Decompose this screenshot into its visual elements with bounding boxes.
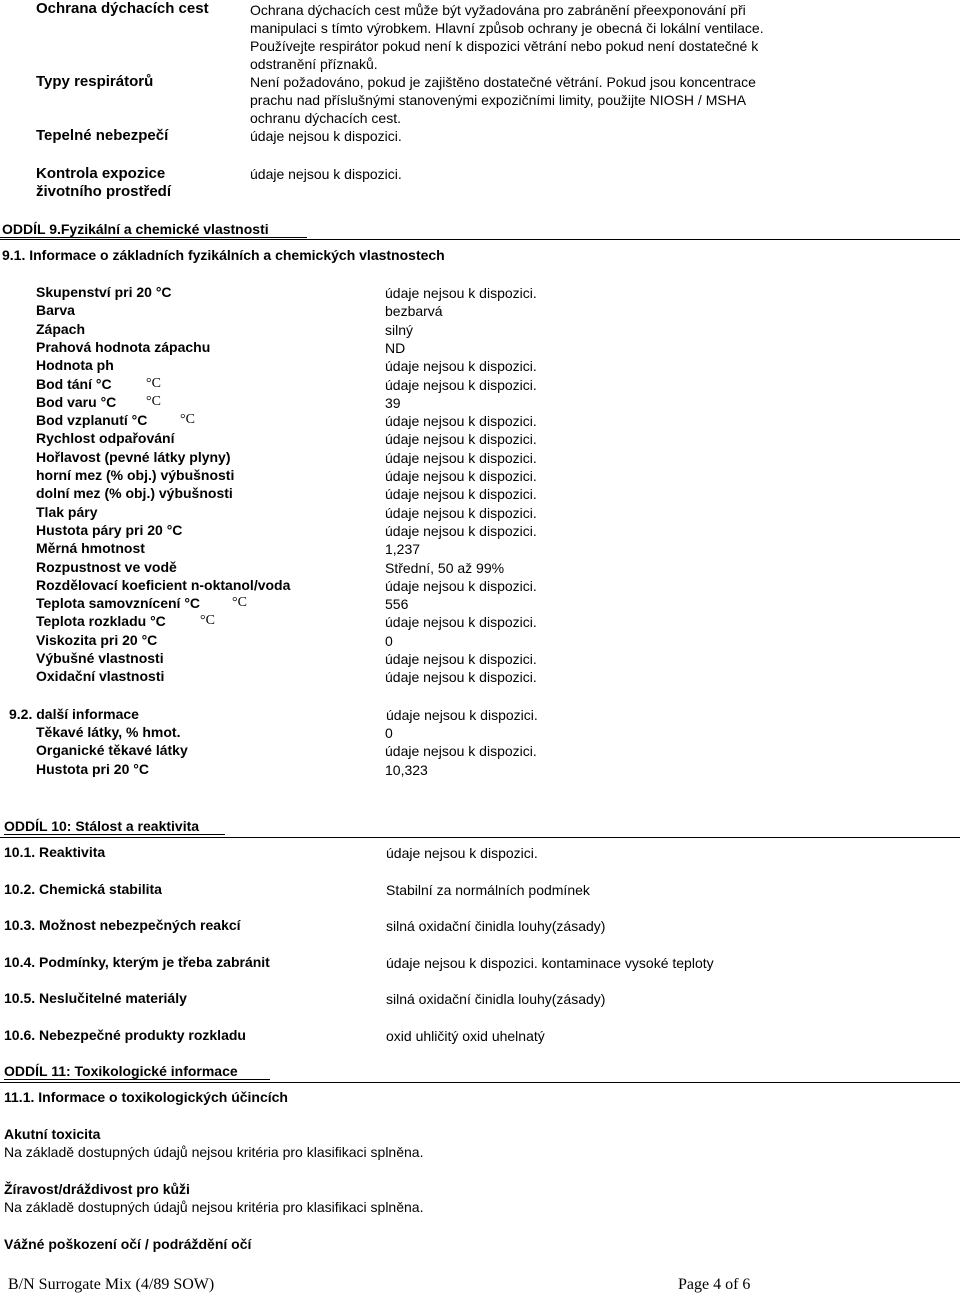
tox-title-eye: Vážné poškození očí / podráždění očí	[4, 1236, 252, 1252]
section11-heading: ODDÍL 11: Toxikologické informace	[4, 1063, 238, 1079]
section9-heading: ODDÍL 9.Fyzikální a chemické vlastnosti	[2, 221, 269, 237]
footer-page-number: Page 4 of 6	[678, 1276, 751, 1293]
property-label: Rozdělovací koeficient n-oktanol/voda	[36, 576, 291, 593]
reactivity-value: údaje nejsou k dispozici.	[386, 845, 538, 861]
property-label: Zápach	[36, 320, 86, 337]
property-label: horní mez (% obj.) výbušnosti	[36, 467, 235, 483]
section9-underline	[0, 237, 307, 238]
footer-document-name: B/N Surrogate Mix (4/89 SOW)	[8, 1276, 215, 1293]
tox-title-skin: Žíravost/dráždivost pro kůži	[4, 1181, 190, 1197]
tox-text-skin: Na základě dostupných údajů nejsou kritéria pro klasifikaci splněna.	[4, 1199, 424, 1215]
property-unit: °C	[232, 595, 247, 611]
property-value: údaje nejsou k dispozici.	[385, 486, 537, 503]
property-value: údaje nejsou k dispozici.	[385, 431, 537, 448]
property-value: údaje nejsou k dispozici.	[385, 413, 537, 430]
property-value: údaje nejsou k dispozici.	[385, 449, 537, 466]
reactivity-label: 10.3. Možnost nebezpečných reakcí	[4, 917, 241, 934]
property-value: ND	[385, 339, 406, 356]
property-value: 1,237	[385, 541, 421, 558]
property-value: údaje nejsou k dispozici.	[385, 651, 537, 667]
reactivity-label: 10.1. Reaktivita	[4, 844, 106, 860]
property-unit: °C	[200, 613, 215, 629]
text-line: ochranu dýchacích cest.	[250, 110, 401, 126]
tox-text-acute: Na základě dostupných údajů nejsou kritéria pro klasifikaci splněna.	[4, 1144, 424, 1160]
reactivity-value: Stabilní za normálních podmínek	[386, 881, 590, 898]
property-label: Rozpustnost ve vodě	[36, 558, 177, 575]
section9-divider	[0, 239, 960, 240]
reactivity-label: 10.4. Podmínky, kterým je třeba zabránit	[4, 953, 270, 970]
property-value: Střední, 50 až 99%	[385, 559, 505, 576]
property-label: Teplota samovznícení °C	[36, 595, 201, 612]
reactivity-label: 10.6. Nebezpečné produkty rozkladu	[4, 1027, 246, 1043]
property-label: Prahová hodnota zápachu	[36, 338, 211, 355]
property-label: Hořlavost (pevné látky plyny)	[36, 448, 231, 465]
property-value: údaje nejsou k dispozici.	[385, 376, 537, 393]
other-value: 10,323	[385, 761, 428, 778]
property-value: silný	[385, 321, 414, 338]
reactivity-label: 10.2. Chemická stabilita	[4, 880, 162, 897]
text-thermal-hazard: údaje nejsou k dispozici.	[250, 128, 402, 144]
reactivity-label: 10.5. Neslučitelné materiály	[4, 990, 187, 1007]
property-label: Měrná hmotnost	[36, 540, 145, 557]
property-label: Viskozita pri 20 °C	[36, 631, 158, 648]
text-respiratory-protection	[250, 1, 764, 73]
other-value: údaje nejsou k dispozici.	[385, 743, 537, 760]
property-value: údaje nejsou k dispozici.	[385, 614, 537, 631]
text-line: odstranění příznaků.	[250, 56, 378, 72]
property-label: Skupenství pri 20 °C	[36, 284, 172, 300]
tox-title-acute: Akutní toxicita	[4, 1126, 101, 1142]
text-respirator-types	[250, 73, 756, 127]
label-env-exposure	[36, 165, 171, 201]
property-label: dolní mez (% obj.) výbušnosti	[36, 485, 233, 502]
property-label: Rychlost odpařování	[36, 430, 175, 447]
property-value: údaje nejsou k dispozici.	[385, 285, 537, 301]
property-value: 0	[385, 632, 393, 649]
section11-divider	[0, 1082, 960, 1083]
other-label: Organické těkavé látky	[36, 742, 188, 759]
section10-divider	[0, 837, 960, 838]
text-line: Používejte respirátor pokud není k dispozici větrání nebo pokud není dostatečné k	[250, 38, 759, 54]
text-line: životního prostředí	[36, 183, 171, 200]
label-respirator-types: Typy respirátorů	[36, 73, 154, 90]
property-value: údaje nejsou k dispozici.	[385, 577, 537, 594]
reactivity-value: silná oxidační činidla louhy(zásady)	[386, 991, 606, 1008]
text-line: Není požadováno, pokud je zajištěno dostatečné větrání. Pokud jsou koncentrace	[250, 74, 756, 90]
property-label: Bod tání °C	[36, 375, 112, 392]
property-unit: °C	[180, 412, 195, 428]
property-label: Výbušné vlastnosti	[36, 650, 164, 666]
property-unit: °C	[146, 393, 161, 409]
section10-heading: ODDÍL 10: Stálost a reaktivita	[4, 818, 200, 834]
property-value: 556	[385, 596, 409, 613]
property-value: bezbarvá	[385, 303, 443, 320]
section11-underline	[4, 1079, 270, 1080]
label-respiratory-protection: Ochrana dýchacích cest	[36, 0, 209, 17]
text-line: prachu nad příslušnými stanovenými expozičními limity, použijte NIOSH / MSHA	[250, 92, 747, 108]
section9-sub2-value: údaje nejsou k dispozici.	[386, 707, 538, 723]
other-value: 0	[385, 725, 393, 741]
property-label: Oxidační vlastnosti	[36, 668, 165, 685]
section9-sub1: 9.1. Informace o základních fyzikálních a chemických vlastnostech	[2, 247, 445, 263]
property-unit: °C	[146, 375, 161, 391]
label-thermal-hazard: Tepelné nebezpečí	[36, 127, 169, 144]
other-label: Těkavé látky, % hmot.	[36, 724, 181, 740]
property-value: 39	[385, 394, 401, 411]
section9-sub2-label: 9.2. další informace	[9, 706, 139, 722]
property-label: Barva	[36, 302, 75, 319]
property-label: Tlak páry	[36, 503, 98, 520]
property-label: Bod varu °C	[36, 393, 117, 410]
property-value: údaje nejsou k dispozici.	[385, 522, 537, 539]
property-value: údaje nejsou k dispozici.	[385, 468, 537, 484]
property-label: Bod vzplanutí °C	[36, 412, 148, 429]
property-label: Teplota rozkladu °C	[36, 613, 166, 630]
section10-underline	[4, 834, 225, 835]
property-value: údaje nejsou k dispozici.	[385, 504, 537, 521]
property-label: Hustota páry pri 20 °C	[36, 521, 183, 538]
other-label: Hustota pri 20 °C	[36, 760, 149, 777]
text-line: manipulaci s tímto výrobkem. Hlavní způsob ochrany je obecná či lokální ventilace.	[250, 20, 764, 36]
reactivity-value: oxid uhličitý oxid uhelnatý	[386, 1028, 545, 1044]
reactivity-value: údaje nejsou k dispozici. kontaminace vysoké teploty	[386, 954, 714, 971]
property-value: údaje nejsou k dispozici.	[385, 358, 537, 375]
text-line: Ochrana dýchacích cest může být vyžadována pro zabránění přeexponování při	[250, 2, 746, 18]
property-label: Hodnota ph	[36, 357, 114, 374]
text-line: Kontrola expozice	[36, 165, 166, 182]
section11-sub1: 11.1. Informace o toxikologických účincích	[4, 1089, 288, 1105]
reactivity-value: silná oxidační činidla louhy(zásady)	[386, 918, 606, 935]
property-value: údaje nejsou k dispozici.	[385, 669, 537, 686]
text-env-exposure: údaje nejsou k dispozici.	[250, 166, 402, 182]
